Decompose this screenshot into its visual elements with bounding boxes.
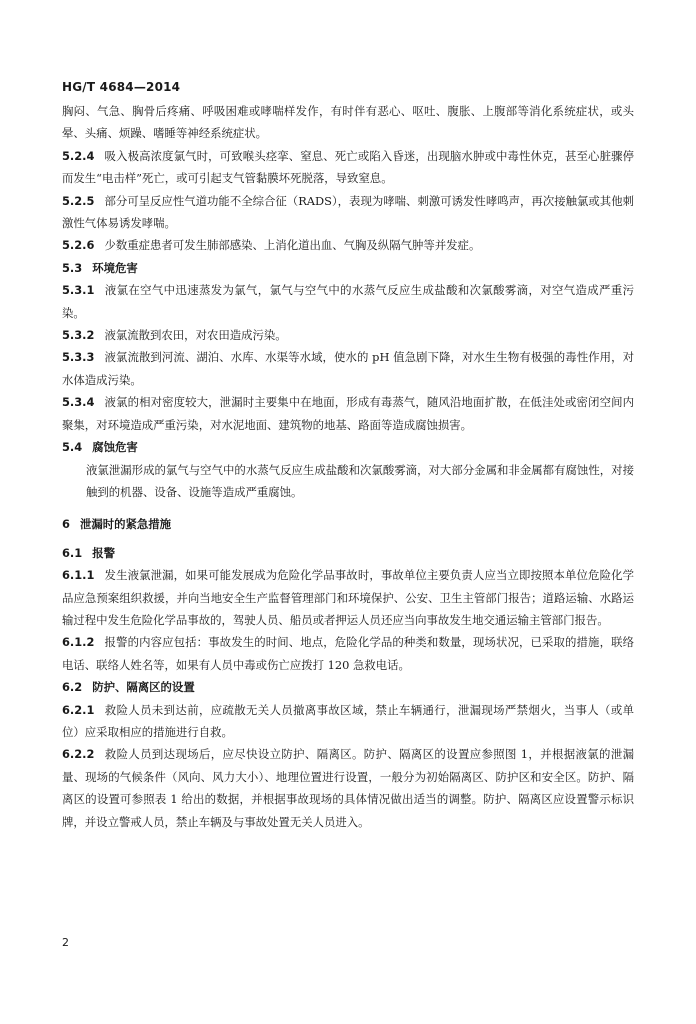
continuation-paragraph: 胸闷、气急、胸骨后疼痛、呼吸困难或哮喘样发作，有时伴有恶心、呕吐、腹胀、上腹部等消化系统症状，或头晕、头痛、烦躁、嗜睡等神经系统症状。 — [62, 104, 634, 141]
clause-5-2-6 — [62, 234, 634, 256]
clause-text: 部分可呈反应性气道功能不全综合征（RADS），表现为哮喘、刺激可诱发性哮鸣声，再次接触氯或其他刺激性气体易诱发哮喘。 — [62, 193, 634, 231]
clause-text: 吸入极高浓度氯气时，可致喉头痉挛、窒息、死亡或陷入昏迷，出现脑水肿或中毒性休克，甚至心脏骤停而发生“电击样”死亡，或可引起支气管黏膜坏死脱落，导致窒息。 — [62, 148, 634, 186]
clause-text: 发生液氯泄漏，如果可能发展成为危险化学品事故时，事故单位主要负责人应当立即按照本单位危险化学品应急预案组织救援，并向当地安全生产监督管理部门和环境保护、公安、卫生主管部门报告；道路运输、水路运输过程中发生危险化学品事故的，驾驶人员、船员或者押运人员还应当向事故发生地交通运输主管部门报告。 — [62, 568, 634, 627]
clause-number: 5.3.4 — [62, 395, 95, 410]
clause-number: 5.2.4 — [62, 148, 95, 163]
clause-text: 液氯流散到农田，对农田造成污染。 — [104, 328, 287, 343]
clause-number: 5.2.5 — [62, 193, 95, 208]
clause-text: 救险人员到达现场后，应尽快设立防护、隔离区。防护、隔离区的设置应参照图 1，并根据液氯的泄漏量、现场的气候条件（风向、风力大小）、地理位置进行设置，一般分为初始隔离区、防护区和安全区。防护、隔离区的设置可参照表 1 给出的数据，并根据事故现场的具体情况做出适当的调整。防护、隔离区应设置警示标识牌，并设立警戒人员，禁止车辆及与事故处置无关人员进入。 — [62, 747, 634, 829]
clause-text: 救险人员未到达前，应疏散无关人员撤离事故区域，禁止车辆通行，泄漏现场严禁烟火，当事人（或单位）应采取相应的措施进行自救。 — [62, 702, 634, 739]
clause-5-3-1 — [62, 279, 634, 324]
clause-number: 5.2.6 — [62, 238, 95, 253]
clause-number: 5.3.3 — [62, 350, 95, 365]
clause-number: 6.2.2 — [62, 747, 95, 762]
clause-5-2-5 — [62, 190, 634, 235]
paragraph-5-4: 液氯泄漏形成的氯气与空气中的水蒸气反应生成盐酸和次氯酸雾滴，对大部分金属和非金属都有腐蚀性，对接触到的机器、设备、设施等造成严重腐蚀。 — [86, 462, 634, 499]
section-heading-6-2 — [62, 676, 634, 698]
clause-number: 6.1.1 — [62, 568, 95, 583]
section-title: 泄漏时的紧急措施 — [79, 517, 172, 532]
section-number: 6 — [62, 517, 70, 532]
section-title: 腐蚀危害 — [92, 440, 138, 455]
section-number: 6.2 — [62, 680, 83, 695]
section-number: 5.4 — [62, 440, 83, 455]
clause-text: 液氯流散到河流、湖泊、水库、水渠等水域，使水的 pH 值急剧下降，对水生生物有极强的毒性作用，对水体造成污染。 — [62, 350, 634, 387]
section-heading-5-4 — [62, 436, 634, 458]
section-heading-6-1 — [62, 542, 634, 564]
clause-number: 6.1.2 — [62, 635, 95, 650]
clause-5-2-4 — [62, 145, 634, 190]
page-number: 2 — [62, 936, 69, 949]
standard-code-header: HG/T 4684—2014 — [62, 80, 181, 94]
clause-number: 6.2.1 — [62, 702, 95, 717]
clause-5-3-4 — [62, 391, 634, 436]
chapter-heading-6 — [62, 513, 634, 535]
clause-6-1-2 — [62, 631, 634, 676]
clause-6-2-1 — [62, 699, 634, 744]
clause-number: 5.3.1 — [62, 283, 95, 298]
clause-text: 少数重症患者可发生肺部感染、上消化道出血、气胸及纵隔气肿等并发症。 — [104, 238, 481, 253]
clause-5-3-2 — [62, 324, 634, 346]
section-heading-5-3 — [62, 257, 634, 279]
clause-text: 液氯在空气中迅速蒸发为氯气，氯气与空气中的水蒸气反应生成盐酸和次氯酸雾滴，对空气造成严重污染。 — [62, 283, 634, 320]
document-body — [62, 100, 634, 833]
clause-6-2-2 — [62, 743, 634, 833]
section-number: 5.3 — [62, 260, 83, 275]
clause-6-1-1 — [62, 564, 634, 631]
clause-text: 报警的内容应包括：事故发生的时间、地点，危险化学品的种类和数量，现场状况，已采取的措施，联络电话、联络人姓名等，如果有人员中毒或伤亡应拨打 120 急救电话。 — [62, 635, 634, 672]
section-title: 报警 — [92, 545, 115, 560]
section-number: 6.1 — [62, 545, 83, 560]
clause-5-3-3 — [62, 346, 634, 391]
clause-number: 5.3.2 — [62, 328, 95, 343]
section-title: 防护、隔离区的设置 — [92, 680, 195, 695]
section-title: 环境危害 — [92, 260, 138, 275]
clause-text: 液氯的相对密度较大，泄漏时主要集中在地面，形成有毒蒸气，随风沿地面扩散，在低洼处或密闭空间内聚集，对环境造成严重污染，对水泥地面、建筑物的地基、路面等造成腐蚀损害。 — [62, 395, 634, 432]
